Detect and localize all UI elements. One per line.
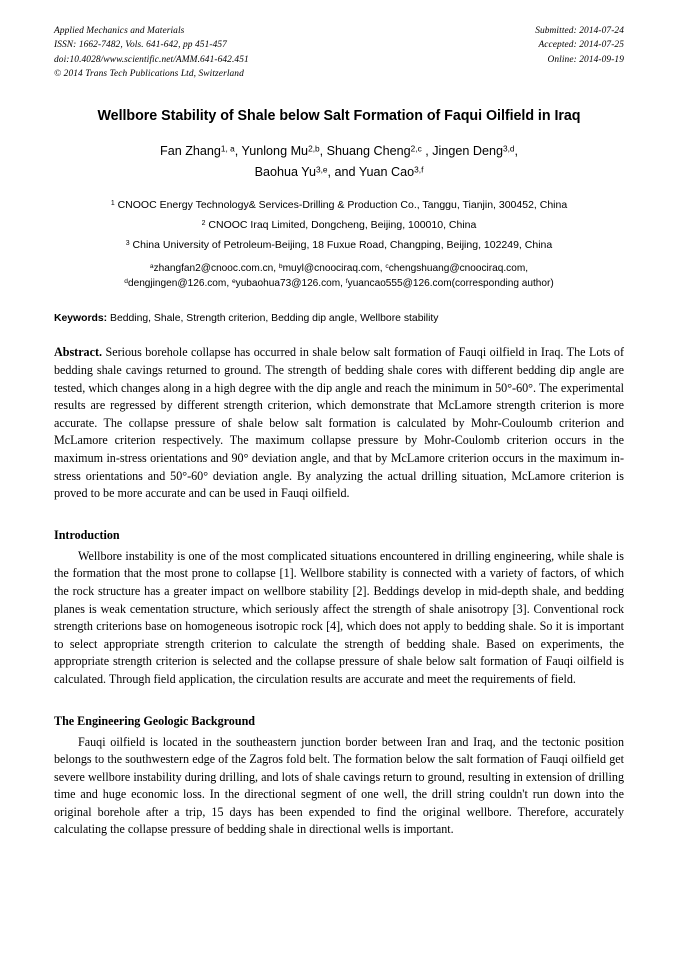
affiliation-item	[54, 235, 624, 255]
abstract-label: Abstract.	[54, 345, 103, 360]
author-name: Baohua Yu	[254, 165, 316, 180]
email-address: yuancao555@126.com(corresponding author)	[347, 277, 554, 289]
author-name: Shuang Cheng	[326, 143, 411, 158]
email-marker: e	[231, 277, 236, 285]
affiliation-marker: 3	[125, 240, 130, 248]
author-name: Yunlong Mu	[241, 143, 309, 158]
section-heading-introduction: Introduction	[54, 527, 120, 542]
email-line-1	[54, 262, 624, 277]
email-marker: b	[278, 263, 283, 271]
author-list	[54, 141, 624, 184]
affiliation-marker: 2	[201, 219, 206, 227]
author-line-1: Fan Zhang$^{1, a}$, Yunlong Mu$^{2,b}$, Shuang Cheng$^{2,c}$ , Jingen Deng$^{3,d}$,	[160, 142, 518, 158]
journal-header-left	[54, 24, 249, 82]
journal-header-right	[535, 24, 624, 67]
email-address: zhangfan2@cnooc.com.cn,	[153, 263, 279, 275]
affiliation-text: CNOOC Iraq Limited, Dongcheng, Beijing, 100010, China	[205, 219, 477, 232]
affiliation-text: CNOOC Energy Technology& Services-Drilling & Production Co., Tanggu, Tianjin, 300452, China	[114, 198, 568, 211]
keywords-block	[54, 313, 624, 324]
author-name: Yuan Cao	[358, 165, 415, 180]
affiliation-item	[54, 215, 624, 235]
author-affiliation-marker: 1, a	[220, 142, 235, 153]
email-marker: a	[149, 263, 154, 271]
journal-header	[54, 24, 624, 82]
author-name: Jingen Deng	[432, 143, 503, 158]
journal-doi: doi:10.4028/www.scientific.net/AMM.641-642.451	[54, 54, 249, 65]
email-marker: d	[124, 277, 128, 285]
author-name: Fan Zhang	[160, 143, 221, 158]
section-heading-geologic-background: The Engineering Geologic Background	[54, 713, 256, 728]
affiliation-item	[54, 195, 624, 215]
author-affiliation-marker: 2,c	[410, 142, 422, 153]
keywords-label: Keywords:	[54, 313, 108, 325]
section-geologic-background	[54, 714, 624, 840]
email-line-2	[54, 277, 624, 292]
affiliation-text: China University of Petroleum-Beijing, 18 Fuxue Road, Changping, Beijing, 102249, China	[129, 239, 553, 252]
author-line-2: Baohua Yu$^{3,e}$, and Yuan Cao$^{3,f}$	[254, 164, 424, 180]
email-marker: f	[345, 277, 348, 285]
email-list	[54, 262, 624, 291]
abstract-text: Serious borehole collapse has occurred in shale below salt formation of Fauqi oilfield in Iraq. The Lots of bedding shale cavings returned to ground. The strength of bedding shale cores with different bedding dip angle are tested, which changes along in a high degree with the dip angle and reach the minimum in 50°-60°. The experimental results are regressed by different strength criterion, which demonstrate that McLamore strength criterion is more accurate. The collapse pressure of shale below salt formation is calculated by Mohr-Couloumb criterion and McLamore criterion respectively. The maximum collapse pressure by Mohr-Coulomb criterion occurs in the maximum in-stress orientations and 90° deviation angle, and that by McLamore criterion occurs in the maximum in-stress orientations and 50°-60° deviation angle. By analyzing the actual drilling situation, McLamore criterion is proved to be more accurate and can be used in Fauqi oilfield.	[54, 345, 624, 501]
author-affiliation-marker: 2,b	[308, 142, 320, 153]
paper-title: Wellbore Stability of Shale below Salt Formation of Faqui Oilfield in Iraq	[97, 107, 581, 124]
abstract-block	[54, 344, 624, 502]
paragraph-introduction-1: Wellbore instability is one of the most complicated situations encountered in drilling engineering, while shale is the formation that the most prone to collapse [1]. Wellbore stability is connected with a variety of factors, of which the rock structure has a greater impact on wellbore stability [2]. Beddings develop in mid-depth shale, and bedding planes is weak cementation structure, which seriously affect the strength of shale anisotropy [3]. Conventional rock strength criterions base on homogeneous isotropic rock [4], which does not apply to bedding shale. So it is important to select appropriate strength criterion to calculate the strength of bedding shale. Based on experiments, the appropriate strength criterion is selected and the collapse pressure of shale below salt formation of Fauqi oilfield is calculated. Through field application, the circulation results are accurate and meet the requirements of field.	[54, 548, 624, 686]
author-affiliation-marker: 3,e	[316, 164, 328, 175]
keywords-value: Bedding, Shale, Strength criterion, Bedding dip angle, Wellbore stability	[107, 313, 439, 325]
email-address: chengshuang@cnoociraq.com,	[388, 263, 529, 275]
online-date: Online: 2014-09-19	[547, 54, 624, 65]
paragraph-geologic-background-1: Fauqi oilfield is located in the southeastern junction border between Iran and Iraq, and the tectonic position belongs to the southwestern edge of the Zagros fold belt. The formation below the salt formation of Fauqi oilfield get severe wellbore instability during drilling, and lots of shale cavings return to ground, resulting in extension of drilling time and huge economic loss. In the directional segment of one well, the drill string couldn't run down into the original borehole after a trip, 15 days has been expended to find the original wellbore. Therefore, accurately calculating the collapse pressure of bedding shale in directional wells is important.	[54, 734, 624, 837]
email-address: muyl@cnoociraq.com,	[282, 263, 386, 275]
affiliation-list	[54, 195, 624, 255]
affiliation-marker: 1	[110, 199, 115, 207]
journal-issn: ISSN: 1662-7482, Vols. 641-642, pp 451-457	[54, 40, 227, 51]
accepted-date: Accepted: 2014-07-25	[538, 40, 624, 51]
email-address: dengjingen@126.com,	[127, 277, 232, 289]
submitted-date: Submitted: 2014-07-24	[535, 26, 624, 36]
author-affiliation-marker: 3,d	[502, 142, 515, 153]
author-affiliation-marker: 3,f	[414, 164, 424, 175]
email-marker: c	[385, 263, 389, 271]
journal-copyright: © 2014 Trans Tech Publications Ltd, Switzerland	[54, 69, 244, 80]
journal-name: Applied Mechanics and Materials	[54, 26, 185, 36]
section-introduction	[54, 528, 624, 689]
email-address: yubaohua73@126.com,	[235, 277, 346, 289]
